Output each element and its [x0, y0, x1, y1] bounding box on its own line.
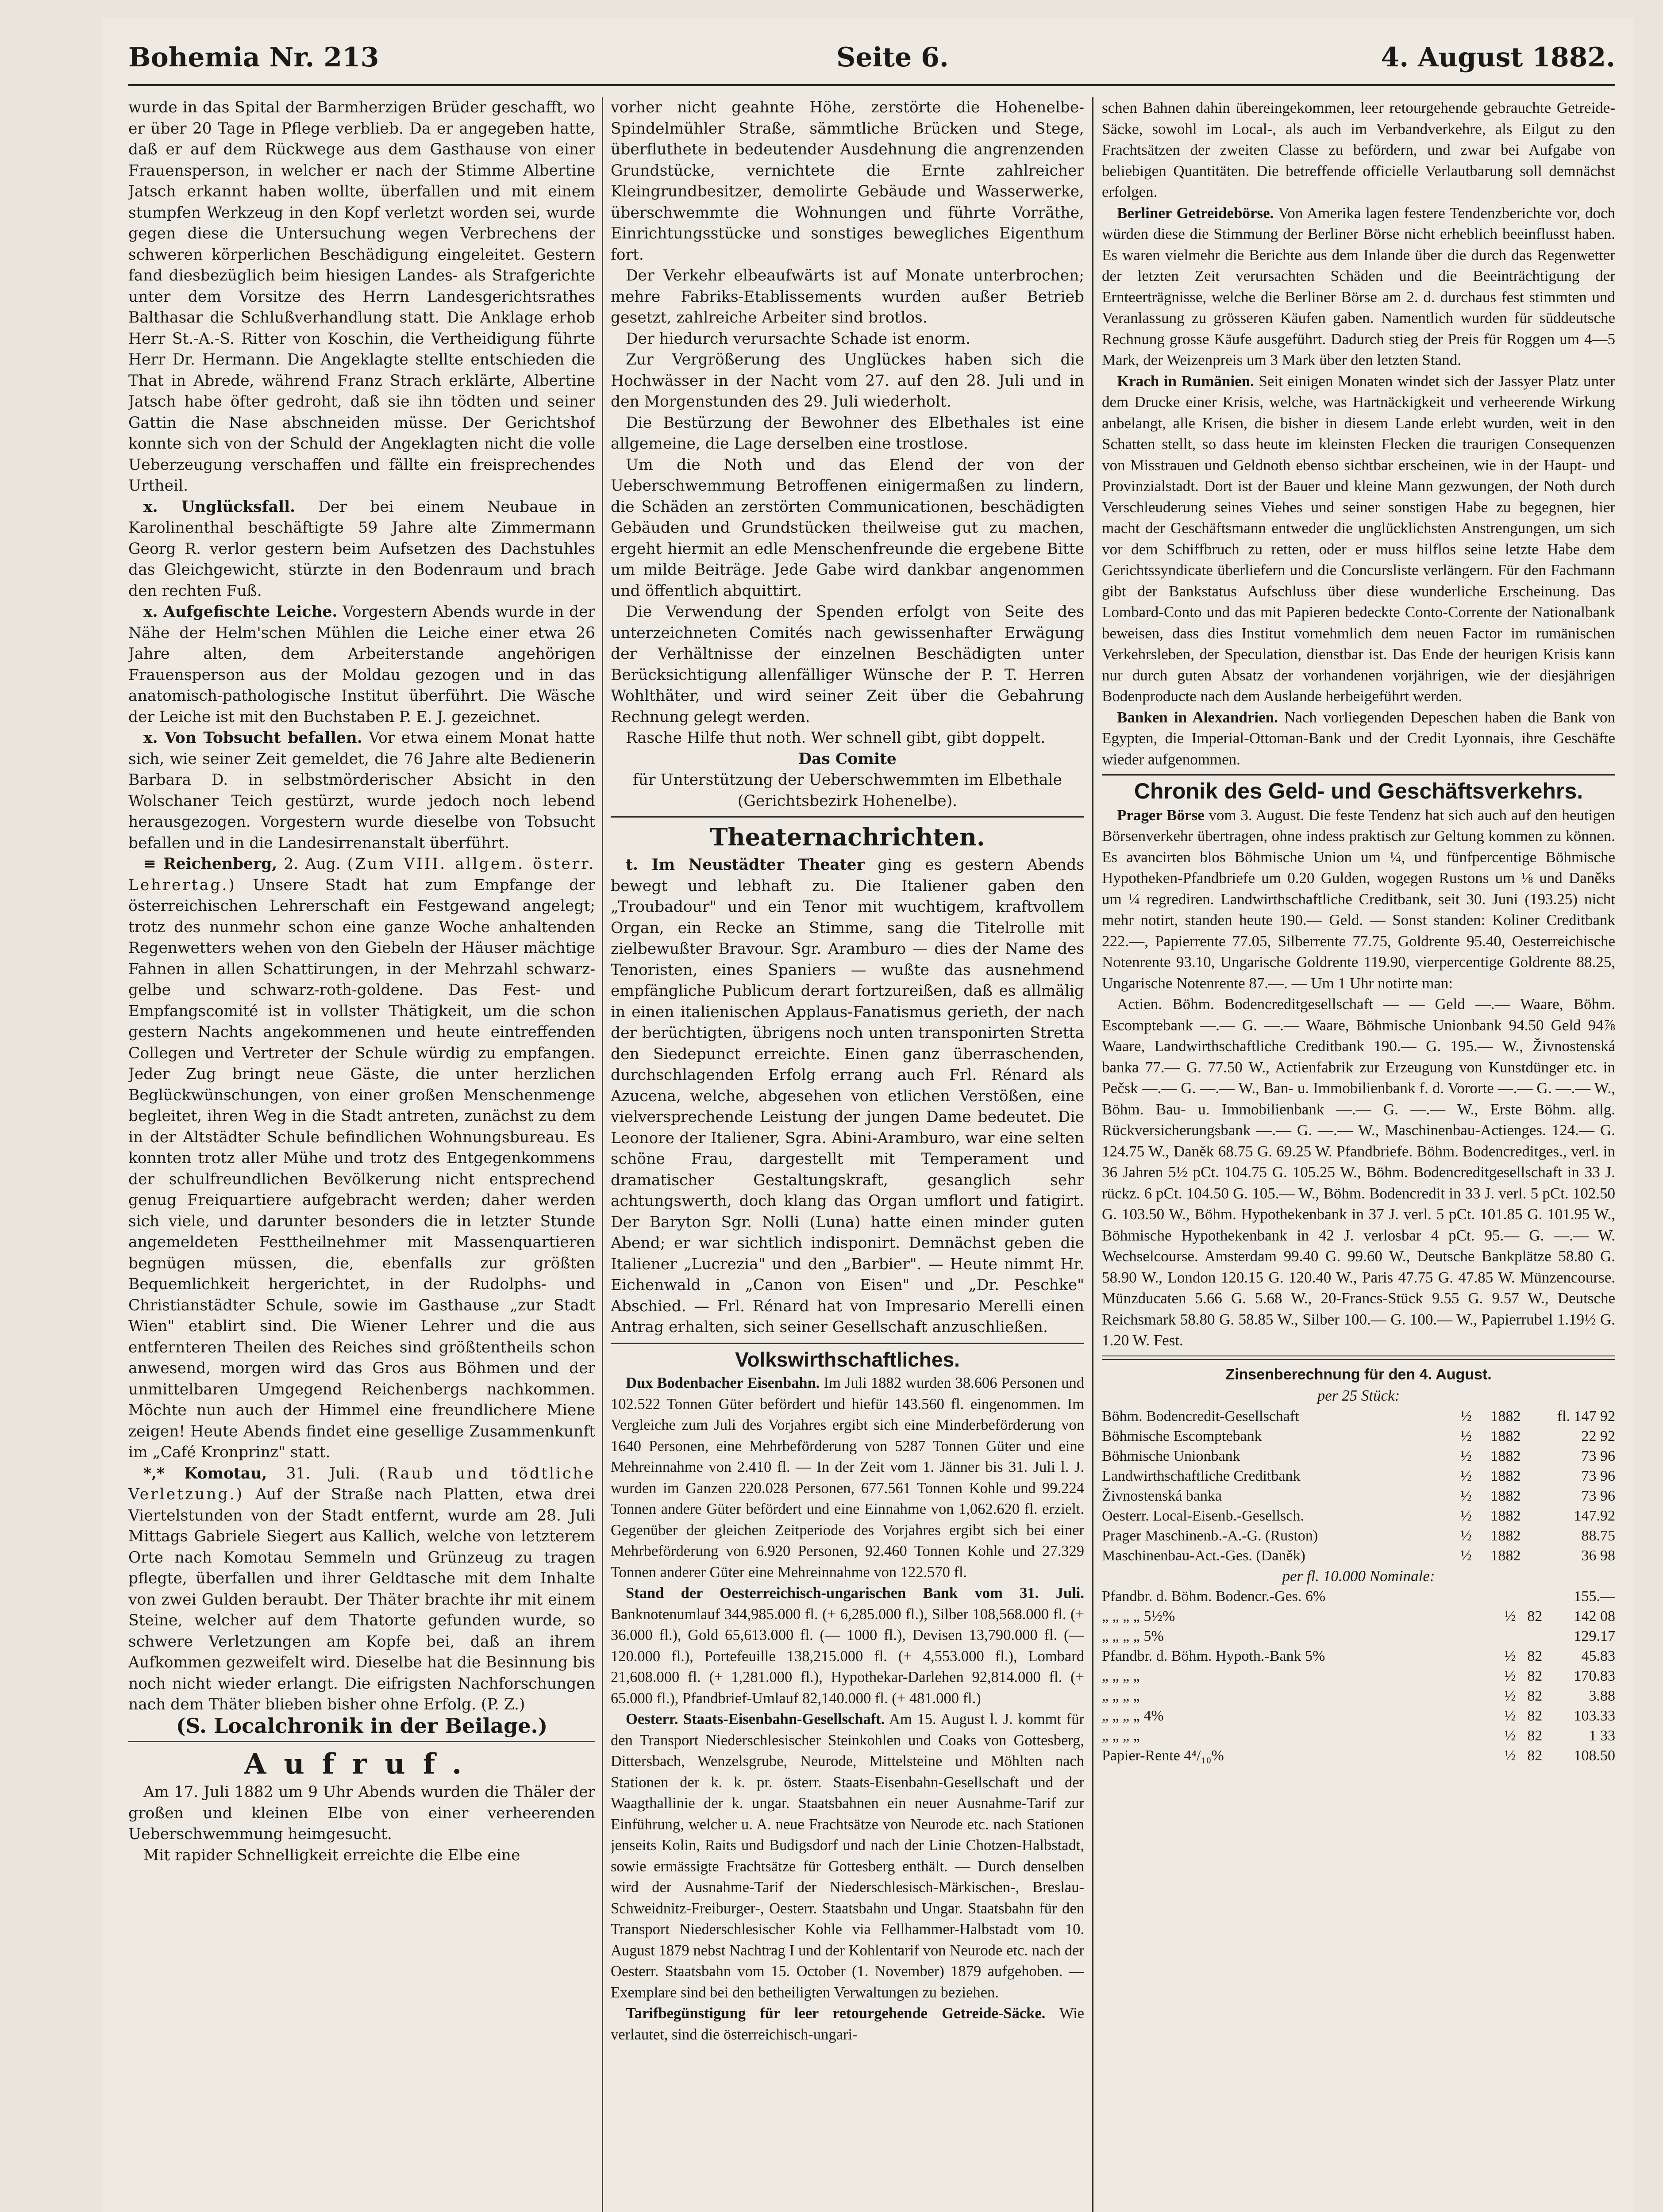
appeal-paragraph: Am 17. Juli 1882 um 9 Uhr Abends wurden die Thäler der großen und kleinen Elbe von einer verheerenden Ueberschwemmung heimgesucht.	[128, 1783, 595, 1843]
appeal-paragraph: Um die Noth und das Elend der von der Ueberschwemmung Betroffenen einigermaßen zu lindern, die Schäden an zerstörten Communicationen, beschädigten Gebäuden und Grundstücken theilweise gut zu machen, ergeht hiermit an edle Menschenfreunde die ergebene Bitte um milde Beiträge. Jede Gabe wird dankbar angenommen und öffentlich abquittirt.	[611, 456, 1084, 600]
interest-table-subtitle: per fl. 10.000 Nominale:	[1282, 1567, 1435, 1585]
column-3	[1102, 97, 1615, 2212]
table-cell-year: 82	[1527, 1688, 1543, 1704]
table-cell-name: Böhmische Escomptebank	[1102, 1428, 1262, 1444]
table-cell-name: „ „ „ „ 5%	[1102, 1628, 1164, 1644]
table-cell-frac: ½	[1504, 1728, 1516, 1744]
table-row	[1102, 1606, 1615, 1626]
news-item-text: Am 15. August l. J. kommt für den Transport Niederschlesischer Steinkohlen und Coaks von Gottesberg, Dittersbach, Wenzelsgrube, Neurode, Mittelsteine und Möhlten nach Stationen der k. k. pr. österr. Staats-Eisenbahn-Gesellschaft und der Waagthallinie der k. ungar. Staatsbahnen ein neuer Ausnahme-Tarif zur Einführung, welcher u. A. neue Frachtsätze von Neurode etc. nach Stationen jenseits Kolin, Raits und Budigsdorf und nach der Linie Chotzen-Halbstadt, sowie ermässigte Frachtsätze für Gottesberg enthält. — Durch denselben wird der Ausnahme-Tarif der Niederschlesisch-Märkischen-, Breslau-Schweidnitz-Freiburger-, Oesterr. Staatsbahn und Ungar. Staatsbahn für den Transport Niederschlesischer Kohle via Fellhammer-Halbstadt vom 10. August 1879 nebst Nachtrag I und der Kohlentarif von Neurode etc. nach der Oesterr. Staatsbahn vom 15. October (1. November) 1879 aufgehoben. — Exemplare sind bei den betheiligten Verwaltungen zu beziehen.	[611, 1711, 1084, 2001]
table-cell-name: Papier-Rente 4⁴/₁₀%	[1102, 1747, 1224, 1764]
table-cell-name: Landwirthschaftliche Creditbank	[1102, 1467, 1301, 1484]
news-item-text: Der bei einem Neubaue in Karolinenthal beschäftigte 59 Jahre alte Zimmermann Georg R. verlor gestern beim Aufsetzen des Dachstuhles das Gleichgewicht, stürzte in den Bodenraum und brach den rechten Fuß.	[128, 498, 595, 600]
table-cell-name: Prager Maschinenb.-A.-G. (Ruston)	[1102, 1527, 1318, 1544]
table-cell-year: 1882	[1490, 1467, 1521, 1484]
table-cell-name: Živnostenská banka	[1102, 1487, 1222, 1504]
table-cell-val: 73 96	[1581, 1487, 1615, 1504]
table-cell-year: 1882	[1490, 1408, 1521, 1425]
news-item-heading: x. Unglücksfall.	[143, 498, 296, 516]
table-cell-frac	[1496, 1626, 1516, 1646]
table-cell-frac: ½	[1460, 1527, 1472, 1544]
table-cell-name: Böhm. Bodencredit-Gesellschaft	[1102, 1408, 1299, 1425]
table-cell-val: 129.17	[1574, 1628, 1615, 1644]
news-item-text: Seit einigen Monaten windet sich der Jassyer Platz unter dem Drucke einer Krisis, welche, was Hartnäckigkeit und verheerende Wirkung anbelangt, alle Krisen, die bisher in diesem Lande erlebt wurden, weit in den Schatten stellt, so dass heute im kleinsten Flecken die traurigen Consequenzen von Misstrauen und Geldnoth ebenso sichtbar erscheinen, wie in der Haupt- und Provinzialstadt. Dort ist der Bauer und kleine Mann gezwungen, der Noth durch Verschleuderung seines Viehes und seiner sonstigen Habe zu begegnen, hier macht der Geschäftsmann entweder die unglücklichsten Anstrengungen, um sich vor dem Schiffbruch zu retten, oder er muss hilflos seine letzte Habe dem Gerichtssyndicate überliefern und die Concursliste verlängern. Für den Fachmann gibt der Bankstatus Aufschluss über diese wunderliche Erscheinung. Das Lombard-Conto und das mit Papieren bedeckte Conto-Corrente der Nationalbank beweisen, dass dies Institut vornehmlich dem neuen Factor im rumänischen Verkehrsleben, der Speculation, dienstbar ist. Das Ende der heurigen Krisis kann nur durch guten Absatz der vorhandenen vorjährigen, wie der diesjährigen Bodenproducte nach dem Auslande herbeigeführt werden.	[1102, 372, 1615, 705]
news-item	[611, 1709, 1084, 2003]
table-cell-val: 170.83	[1574, 1668, 1615, 1684]
news-item-text: Nach vorliegenden Depeschen haben die Bank von Egypten, die Imperial-Ottoman-Bank und der Credit Lyonnais, ihre Geschäfte wieder aufgenommen.	[1102, 708, 1615, 768]
article-paragraph: wurde in das Spital der Barmherzigen Brüder geschafft, wo er über 20 Tage in Pflege verblieb. Da er angegeben hatte, daß er auf dem Rückwege aus dem Gasthause von einer Frauensperson, in welcher er nach der Stimme Albertine Jatsch erkannt haben wollte, überfallen und mit einem stumpfen Werkzeug in den Kopf verletzt worden sei, wurde gegen diese die Untersuchung wegen Verbrechens der schweren körperlichen Beschädigung eingeleitet. Gestern fand diesbezüglich beim hiesigen Landes- als Strafgerichte unter dem Vorsitze des Herrn Landesgerichtsrathes Balthasar die Schlußverhandlung statt. Die Anklage erhob Herr St.-A.-S. Ritter von Koschin, die Vertheidigung führte Herr Dr. Hermann. Die Angeklagte stellte entschieden die That in Abrede, während Franz Strach erklärte, Albertine Jatsch habe öfter gedroht, daß sie ihn tödten und seiner Gattin die Nase abschneiden müsse. Der Gerichtshof konnte sich von der Schuld der Angeklagten nicht die volle Ueberzeugung verschaffen und fällte ein freisprechendes Urtheil.	[128, 99, 595, 495]
table-cell-val: 73 96	[1581, 1467, 1615, 1484]
section-rule	[128, 1741, 595, 1742]
newspaper-page	[102, 18, 1633, 2212]
table-cell-val: 22 92	[1581, 1428, 1615, 1444]
header-rule	[128, 84, 1615, 86]
table-cell-val: 1 33	[1589, 1728, 1615, 1744]
table-row	[1102, 1746, 1615, 1766]
appeal-paragraph: Der Verkehr elbeaufwärts ist auf Monate unterbrochen; mehre Fabriks-Etablissements wurden außer Betrieb gesetzt, zahlreiche Arbeiter sind brotlos.	[611, 267, 1084, 326]
table-row	[1102, 1706, 1615, 1726]
news-item-text: ging es gestern Abends bewegt und lebhaft zu. Die Italiener gaben den „Troubadour" und ein Tenor mit wuchtigem, kraftvollem Organ, ein Recke an Stimme, sang die Titelrolle mit zielbewußter Bravour. Sgr. Aramburo — dies der Name des Tenoristen, eines Spaniers — wußte das ausnehmend empfängliche Publicum derart fortzureißen, daß es allmälig in einen italienischen Applaus-Fanatismus gerieth, der nach der berüchtigten, übrigens noch unten transponirten Stretta den Siedepunct erreichte. Einen ganz überraschenden, durchschlagenden Erfolg errang auch Frl. Rénard als Azucena, welche, abgesehen von etlichen Verstößen, eine vielversprechende Leistung der jungen Dame bedeutet. Die Leonore der Italiener, Sgra. Abini-Aramburo, war eine selten schöne Frau, dargestellt mit Temperament und dramatischer Gestaltungskraft, gesanglich sehr achtungswerth, doch klang das Organ umflort und fatigirt. Der Baryton Sgr. Nolli (Luna) hatte einen minder guten Abend; er war sichtlich indisponirt. Demnächst geben die Italiener „Lucrezia" und den „Barbier". — Heute nimmt Hr. Eichenwald in „Canon von Eisen" und „Dr. Peschke" Abschied. — Frl. Rénard hat von Impresario Merelli einen Antrag erhalten, sich seiner Gesellschaft anzuschließen.	[611, 856, 1084, 1336]
table-cell-frac: ½	[1460, 1428, 1472, 1444]
table-cell-year: 1882	[1490, 1428, 1521, 1444]
table-row	[1102, 1506, 1615, 1526]
news-item-date: 31. Juli.	[267, 1464, 379, 1482]
table-cell-year: 82	[1527, 1747, 1543, 1764]
table-cell-year: 1882	[1490, 1487, 1521, 1504]
news-item-heading: Oesterr. Staats-Eisenbahn-Gesellschaft.	[626, 1711, 885, 1728]
table-cell-frac: ½	[1504, 1688, 1516, 1704]
table-cell-frac: ½	[1504, 1608, 1516, 1624]
news-item-text: vom 3. August. Die feste Tendenz hat sich auch auf den heutigen Börsenverkehr übertragen, ohne indess praktisch zur Geltung kommen zu können. Es avancirten blos Böhmische Union um ¼, und fünfpercentige Böhmische Hypotheken-Pfandbriefe um 0.20 Gulden, wogegen Rustons um ⅛ und Daněks um ¼ regrediren. Landwirthschaftliche Creditbank, seit 30. Juni (193.25) nicht mehr notirt, standen heute 190.— Geld. — Sonst standen: Koliner Creditbank 222.—, Papierrente 77.05, Silberrente 77.75, Goldrente 95.40, Oesterreichische Notenrente 93.10, Ungarische Goldrente 119.90, vierpercentige Goldrente 88.25, Ungarische Notenrente 87.—. — Um 1 Uhr notirte man:	[1102, 806, 1615, 992]
news-item	[611, 1583, 1084, 1709]
table-cell-frac: ½	[1504, 1648, 1516, 1664]
column-1	[128, 97, 595, 2212]
news-item-text: Im Juli 1882 wurden 38.606 Personen und 102.522 Tonnen Güter befördert und hiefür 143.560 fl. eingenommen. Im Vergleiche zum Juli des Vorjahres ergibt sich eine Minderbeförderung von 1640 Personen, eine Mehrbeförderung von 5287 Tonnen Güter und eine Mehreinnahme von 2.410 fl. — In der Zeit vom 1. Jänner bis 31. Juli l. J. wurden im Ganzen 220.028 Personen, 677.561 Tonnen Kohle und 99.224 Tonnen andere Güter befördert und eine Einnahme von 1,062.620 fl. erzielt. Gegenüber der gleichen Zeitperiode des Vorjahres ergibt sich bei einer Mehrbeförderung von 6.920 Personen, 92.460 Tonnen Kohle und 27.329 Tonnen anderer Güter eine Mehreinnahme von 122.570 fl.	[611, 1375, 1084, 1581]
news-item-subtitle: (Raub und tödtliche Verletzung.)	[128, 1464, 595, 1503]
news-item	[128, 1463, 595, 1716]
table-cell-name: Pfandbr. d. Böhm. Hypoth.-Bank 5%	[1102, 1648, 1325, 1664]
appeal-paragraph: Mit rapider Schnelligkeit erreichte die Elbe eine	[143, 1846, 520, 1864]
news-item	[128, 497, 595, 602]
header-paper-issue: Bohemia Nr. 213	[128, 42, 379, 73]
section-rule	[611, 1343, 1084, 1344]
news-item-subtitle: (Zum VIII. allgem. österr. Lehrertag.)	[128, 855, 595, 894]
page-header	[128, 35, 1615, 84]
table-cell-year	[1516, 1626, 1542, 1646]
table-cell-frac: ½	[1504, 1747, 1516, 1764]
table-cell-year: 82	[1527, 1708, 1543, 1724]
news-item-heading: Banken in Alexandrien.	[1117, 708, 1278, 726]
news-item-text: Banknotenumlauf 344,985.000 fl. (+ 6,285.000 fl.), Silber 108,568.000 fl. (+ 36.000 fl.), Gold 65,613.000 fl. (— 1000 fl.), Devisen 13,790.000 fl. (— 120.000 fl.), Portefeuille 138,215.000 fl. (+ 4,553.000 fl.), Lombard 21,608.000 fl. (+ 1,281.000 fl.), Hypothekar-Darlehen 92,814.000 fl. (+ 65.000 fl.), Pfandbrief-Umlauf 82,140.000 fl. (+ 481.000 fl.)	[611, 1605, 1084, 1707]
table-cell-frac: ½	[1504, 1708, 1516, 1724]
news-item-heading: ≡ Reichenberg,	[143, 855, 277, 873]
table-cell-name: Maschinenbau-Act.-Ges. (Daněk)	[1102, 1547, 1305, 1564]
table-cell-name: „ „ „ „	[1102, 1668, 1140, 1684]
appeal-paragraph: Zur Vergrößerung des Unglückes haben sich die Hochwässer in der Nacht vom 27. auf den 28. Juli und in den Morgenstunden des 29. Juli wiederholt.	[611, 351, 1084, 411]
table-cell-name: „ „ „ „ 4%	[1102, 1708, 1164, 1724]
table-row	[1102, 1526, 1615, 1546]
table-cell-val: 103.33	[1574, 1708, 1615, 1724]
appeal-paragraph: Die Bestürzung der Bewohner des Elbethales ist eine allgemeine, die Lage derselben eine trostlose.	[611, 414, 1084, 453]
table-cell-name: Pfandbr. d. Böhm. Bodencr.-Ges. 6%	[1102, 1588, 1326, 1605]
table-row	[1102, 1446, 1615, 1466]
section-rule	[611, 816, 1084, 818]
news-item-text: Unsere Stadt hat zum Empfange der österreichischen Lehrerschaft ein Festgewand angelegt; trotz des nunmehr schon eine ganze Woche anhaltenden Regenwetters wehen von den Giebeln der Häuser mächtige Fahnen in allen Schattirungen, in der Mehrzahl schwarz-gelbe und schwarz-roth-goldene. Das Fest- und Empfangscomité ist in vollster Thätigkeit, um die schon gestern Nachts angekommenen und heute eintreffenden Collegen und Vertreter der Schule würdig zu empfangen. Jeder Zug bringt neue Gäste, die unter herzlichen Beglückwünschungen, von einer großen Menschenmenge begleitet, ihren Weg in die Stadt antreten, zunächst zu dem in der Altstädter Schule befindlichen Wohnungsbureau. Es konnten trotz aller Mühe und trotz des Entgegenkommens der schulfreundlichen Bevölkerung nicht entsprechend genug Freiquartiere aufgebracht werden; daher werden sich viele, und darunter besonders die in letzter Stunde angemeldeten Festtheilnehmer mit Massenquartieren begnügen müssen, die, ebenfalls zur größten Bequemlichkeit hergerichtet, in der Rudolphs- und Christianstädter Schule, sowie im Gasthause „zur Stadt Wien" etablirt sind. Die Wiener Lehrer und die aus entfernteren Theilen des Reiches sind größtentheils schon anwesend, morgen wird das Gros aus Böhmen und der unmittelbaren Umgegend Reichenbergs nachkommen. Möchte nun auch der Himmel eine freundlichere Miene zeigen! Heute Abends findet eine gesellige Zusammenkunft im „Café Kronprinz" statt.	[128, 876, 595, 1461]
news-item	[611, 855, 1084, 1338]
news-item	[1102, 707, 1615, 770]
table-cell-val: 36 98	[1581, 1547, 1615, 1564]
stock-quotes: Actien. Böhm. Bodencreditgesellschaft — — Geld —.— Waare, Böhm. Escomptebank —.— G. —.— Waare, Böhmische Unionbank 94.50 Geld 94⅞ Waare, Landwirthschaftliche Creditbank 190.— G. 195.— W., Živnostenská banka 77.— G. 77.50 W., Actienfabrik zur Erzeugung von Kunstdünger etc. in Pečsk —.— G. —.— W., Ban- u. Immobilienbank f. d. Vororte —.— G. —.— W., Böhm. Bau- u. Immobilienbank —.— G. —.— W., Erste Böhm. allg. Rückversicherungsbank —.— G. —.— W., Maschinenbau-Actienges. 124.— G. 124.75 W., Daněk 68.75 G. 69.25 W. Pfandbriefe. Böhm. Bodencreditges., verl. in 36 Jahren 5½ pCt. 104.75 G. 105.25 W., Böhm. Bodencreditgesellschaft in 33 J. rückz. 6 pCt. 104.50 G. 105.— W., Böhm. Bodencredit in 33 J. verl. 5 pCt. 102.50 G. 103.50 W., Böhm. Hypothekenbank in 37 J. verl. 5 pCt. 101.85 G. 101.95 W., Böhmische Hypothekenbank in 42 J. verlosbar 4 pCt. 95.— G. —.— W. Wechselcourse. Amsterdam 99.40 G. 99.60 W., Deutsche Bankplätze 58.80 G. 58.90 W., London 120.15 G. 120.40 W., Paris 47.75 G. 47.85 W. Münzencourse. Münzducaten 5.66 G. 5.68 W., 20-Francs-Stück 9.55 G. 9.57 W., Deutsche Reichsmark 58.80 G. 58.85 W., Silber 100.— G. 100.— W., Papierrubel 1.19½ G. 1.20 W. Fest.	[1102, 995, 1615, 1349]
table-cell-frac: ½	[1460, 1507, 1472, 1524]
news-item	[128, 854, 595, 1463]
news-item-heading: x. Von Tobsucht befallen.	[143, 729, 362, 747]
column-divider	[1092, 97, 1093, 2212]
news-item-text: Auf der Straße nach Platten, etwa drei Viertelstunden von der Stadt entfernt, wurde am 28. Juli Mittags Gabriele Siegert aus Kallich, welche von letzterem Orte nach Komotau Semmeln und Grünzeug zu tragen pflegte, überfallen und ihrer Geldtasche mit dem Inhalte von zwei Gulden beraubt. Der Thäter brachte ihr mit einem Steine, welcher auf dem Thatorte gefunden wurde, so schwere Verletzungen am Kopfe bei, daß an ihrem Aufkommen gezweifelt wird. Dieselbe hat die Besinnung bis noch nicht wieder erlangt. Die eifrigsten Nachforschungen nach dem Thäter blieben bisher ohne Erfolg. (P. Z.)	[128, 1486, 595, 1713]
table-cell-val: 108.50	[1574, 1747, 1615, 1764]
table-cell-frac: ½	[1460, 1547, 1472, 1564]
news-item	[128, 602, 595, 728]
news-item-heading: Dux Bodenbacher Eisenbahn.	[626, 1375, 820, 1391]
appeal-paragraph: Rasche Hilfe thut noth. Wer schnell gibt, gibt doppelt.	[626, 729, 1046, 747]
table-cell-year: 82	[1527, 1648, 1543, 1664]
table-cell-name: „ „ „ „	[1102, 1728, 1140, 1744]
table-cell-name: „ „ „ „ 5½%	[1102, 1608, 1175, 1624]
news-item-text: Wie verlautet, sind die österreichisch-ungari-	[611, 2005, 1084, 2043]
news-item-heading: Tarifbegünstigung für leer retourgehende Getreide-Säcke.	[626, 2005, 1046, 2022]
news-item-heading: Prager Börse	[1117, 806, 1205, 824]
table-cell-year: 82	[1527, 1728, 1543, 1744]
appeal-paragraph: Der hiedurch verursachte Schade ist enorm.	[626, 330, 971, 348]
table-row	[1102, 1466, 1615, 1486]
table-cell-val: 73 96	[1581, 1448, 1615, 1464]
section-heading-theater: Theaternachrichten.	[710, 823, 985, 851]
table-row	[1102, 1626, 1615, 1646]
header-page-number: Seite 6.	[836, 42, 949, 73]
table-cell-year: 1882	[1490, 1448, 1521, 1464]
news-item	[128, 728, 595, 854]
appeal-title: Aufruf.	[244, 1747, 480, 1781]
appeal-signature: Das Comite	[798, 750, 897, 768]
news-item	[1102, 371, 1615, 707]
section-rule	[1102, 774, 1615, 776]
news-item-heading: Berliner Getreidebörse.	[1117, 204, 1274, 222]
table-cell-frac	[1496, 1586, 1516, 1606]
table-cell-name: Böhmische Unionbank	[1102, 1448, 1240, 1464]
news-item-heading: Krach in Rumänien.	[1117, 372, 1254, 390]
table-cell-year: 82	[1527, 1668, 1543, 1684]
table-cell-val: 88.75	[1581, 1527, 1615, 1544]
table-row	[1102, 1486, 1615, 1506]
table-row	[1102, 1586, 1615, 1606]
section-heading-economy: Volkswirthschaftliches.	[735, 1348, 960, 1371]
table-cell-year: 1882	[1490, 1547, 1521, 1564]
news-item-heading: x. Aufgefischte Leiche.	[143, 603, 338, 621]
column-divider	[602, 97, 603, 2212]
news-item-text: Vor etwa einem Monat hatte sich, wie seiner Zeit gemeldet, die 76 Jahre alte Bedienerin Barbara D. in selbstmörderischer Absicht in den Wolschaner Teich gestürzt, wurde jedoch noch lebend herausgezogen. Vorgestern wurde dieselbe von Tobsucht befallen und in die Landesirrenanstalt überführt.	[128, 729, 595, 852]
table-cell-year	[1516, 1586, 1542, 1606]
section-rule	[1102, 1356, 1615, 1360]
news-item-heading: Stand der Oesterreichisch-ungarischen Bank vom 31. Juli.	[626, 1585, 1084, 1601]
table-cell-frac: ½	[1460, 1487, 1472, 1504]
table-row	[1102, 1406, 1615, 1426]
section-heading-chronicle: Chronik des Geld- und Geschäftsverkehrs.	[1134, 779, 1583, 803]
table-row	[1102, 1546, 1615, 1566]
article-paragraph: schen Bahnen dahin übereingekommen, leer retourgehende gebrauchte Getreide-Säcke, sowohl im Local-, als auch im Verbandverkehre, als Eilgut zu den Frachtsätzen der zweiten Classe zu befördern, und zwar bei Aufgabe von beliebigen Quantitäten. Die betreffende officielle Verlautbarung soll demnächst erfolgen.	[1102, 99, 1615, 200]
table-cell-frac: ½	[1460, 1448, 1472, 1464]
interest-table-title: Zinsenberechnung für den 4. August.	[1225, 1366, 1492, 1383]
news-item-heading: t. Im Neustädter Theater	[626, 856, 865, 874]
table-cell-frac: ½	[1504, 1668, 1516, 1684]
table-row	[1102, 1726, 1615, 1746]
interest-table-subtitle: per 25 Stück:	[1317, 1387, 1400, 1404]
interest-table-bonds	[1102, 1586, 1615, 1766]
appeal-paragraph: vorher nicht geahnte Höhe, zerstörte die Hohenelbe-Spindelmühler Straße, sämmtliche Brücken und Stege, überfluthete in bedeutender Ausdehnung die angrenzenden Grundstücke, vernichtete die Ernte zahlreicher Kleingrundbesitzer, demolirte Gebäude und Wasserwerke, überschwemmte die Wohnungen und führte Vorräthe, Einrichtungsstücke und sonstiges bewegliches Eigenthum fort.	[611, 99, 1084, 264]
table-cell-frac: ½	[1460, 1408, 1472, 1425]
table-cell-val: 3.88	[1589, 1688, 1615, 1704]
news-item	[1102, 805, 1615, 994]
news-item	[611, 2003, 1084, 2045]
table-cell-name: Oesterr. Local-Eisenb.-Gesellsch.	[1102, 1507, 1304, 1524]
table-cell-frac: ½	[1460, 1467, 1472, 1484]
table-row	[1102, 1646, 1615, 1666]
news-item-text: Vorgestern Abends wurde in der Nähe der Helm'schen Mühlen die Leiche einer etwa 26 Jahre alten, dem Arbeiterstande angehörigen Frauensperson aus der Moldau gezogen und in das anatomisch-pathologische Institut überführt. Die Wäsche der Leiche ist mit den Buchstaben P. E. J. gezeichnet.	[128, 603, 595, 726]
column-2	[611, 97, 1084, 2212]
table-cell-val: 45.83	[1581, 1648, 1615, 1664]
table-row	[1102, 1686, 1615, 1706]
header-date: 4. August 1882.	[1381, 42, 1615, 73]
appeal-paragraph: Die Verwendung der Spenden erfolgt von Seite des unterzeichneten Comités nach gewissenhafter Erwägung der Verhältnisse der einzelnen Beschädigten unter Berücksichtigung allenfälliger Wünsche der P. T. Herren Wohlthäter, und wird seiner Zeit über die Gebahrung Rechnung gelegt werden.	[611, 603, 1084, 726]
news-item-heading: *‚* Komotau,	[143, 1464, 267, 1482]
table-cell-year: 1882	[1490, 1527, 1521, 1544]
table-row	[1102, 1426, 1615, 1446]
news-item	[611, 1373, 1084, 1583]
table-cell-val: 142 08	[1574, 1608, 1615, 1624]
table-cell-val: fl. 147 92	[1557, 1408, 1615, 1425]
interest-table-shares	[1102, 1406, 1615, 1566]
news-item-date: 2. Aug.	[277, 855, 347, 873]
table-cell-year: 82	[1527, 1608, 1543, 1624]
news-item-text: Von Amerika lagen festere Tendenzberichte vor, doch würden diese die Stimmung der Berliner Börse nicht erheblich beeinflusst haben. Es waren vielmehr die Berichte aus dem Inlande über die durch das Regenwetter der letzten Zeit verursachten Schäden und die Beeinträchtigung der Ernteerträgnisse, welche die Berliner Börse am 2. d. durchaus fest stimmten und Veranlassung zu grösseren Käufen gaben. Namentlich wurden für süddeutsche Rechnung grosse Käufe ausgeführt. Dadurch stieg der Preis für Roggen um 4—5 Mark, der Weizenpreis um 3 Mark über den letzten Stand.	[1102, 204, 1615, 369]
table-cell-year: 1882	[1490, 1507, 1521, 1524]
table-cell-name: „ „ „ „	[1102, 1688, 1140, 1704]
table-row	[1102, 1666, 1615, 1686]
news-item	[1102, 203, 1615, 371]
appeal-signature-detail: für Unterstützung der Ueberschwemmten im Elbethale (Gerichtsbezirk Hohenelbe).	[633, 771, 1062, 810]
table-cell-val: 147.92	[1574, 1507, 1615, 1524]
local-chronicle-reference: (S. Localchronik in der Beilage.)	[176, 1713, 548, 1738]
table-cell-val: 155.—	[1574, 1588, 1615, 1605]
